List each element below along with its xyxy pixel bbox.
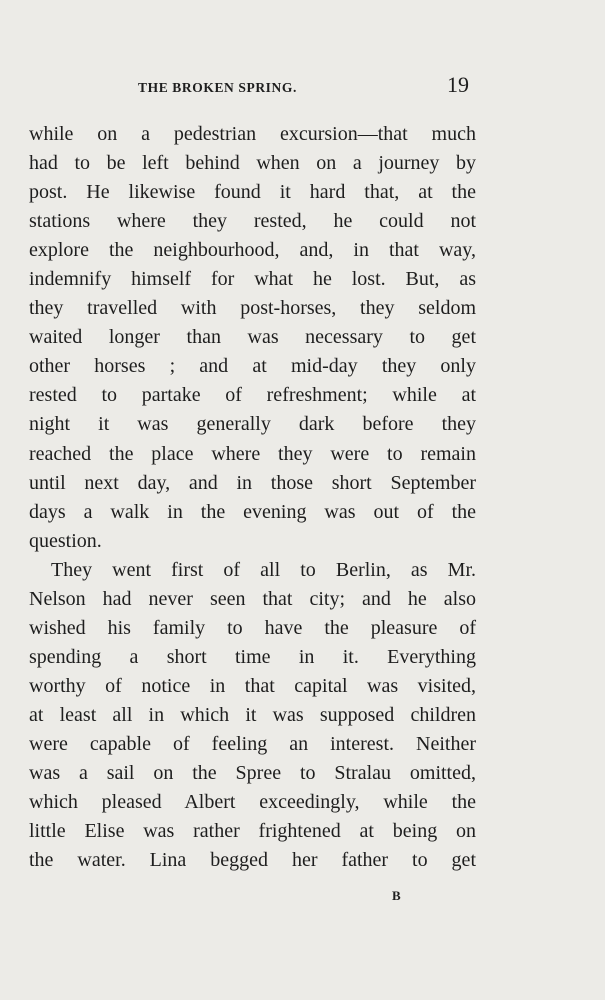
text-line: They went first of all to Berlin, as Mr. [51,558,476,581]
text-line: Nelson had never seen that city; and he also [29,587,476,610]
signature-mark: B [392,888,402,903]
text-line: while on a pedestrian excursion—that much [29,123,476,145]
paragraph [29,556,476,876]
text-line: wished his family to have the pleasure of [29,616,476,639]
text-line: spending a short time in it. Everything [29,645,476,668]
text-line: they travelled with post-horses, they seldom [29,297,476,320]
text-line: waited longer than was necessary to get [29,326,476,349]
text-line: which pleased Albert exceedingly, while the [29,791,476,814]
text-line: little Elise was rather frightened at being on [29,820,476,843]
text-line: explore the neighbourhood, and, in that way, [29,239,476,262]
text-line: had to be left behind when on a journey by [29,152,476,175]
paragraph [29,120,476,556]
body-text [29,120,476,875]
text-line: days a walk in the evening was out of the [29,500,476,523]
text-line: was a sail on the Spree to Stralau omitted, [29,762,476,785]
running-head [0,72,605,106]
running-title: THE BROKEN SPRING. [138,80,297,95]
text-line: the water. Lina begged her father to get [29,849,476,872]
text-line: until next day, and in those short September [29,471,476,494]
text-line: worthy of notice in that capital was visited, [29,674,476,697]
text-line: indemnify himself for what he lost. But, as [29,268,476,291]
page-number: 19 [447,72,469,97]
text-line: stations where they rested, he could not [29,210,476,233]
text-line: rested to partake of refreshment; while at [29,384,476,407]
text-line: post. He likewise found it hard that, at the [29,181,476,204]
text-line: other horses ; and at mid-day they only [29,355,476,378]
text-line: were capable of feeling an interest. Neither [29,732,476,755]
text-line: question. [29,529,102,552]
text-line: at least all in which it was supposed children [29,703,476,726]
text-line: reached the place where they were to remain [29,442,476,465]
text-line: night it was generally dark before they [29,413,476,436]
